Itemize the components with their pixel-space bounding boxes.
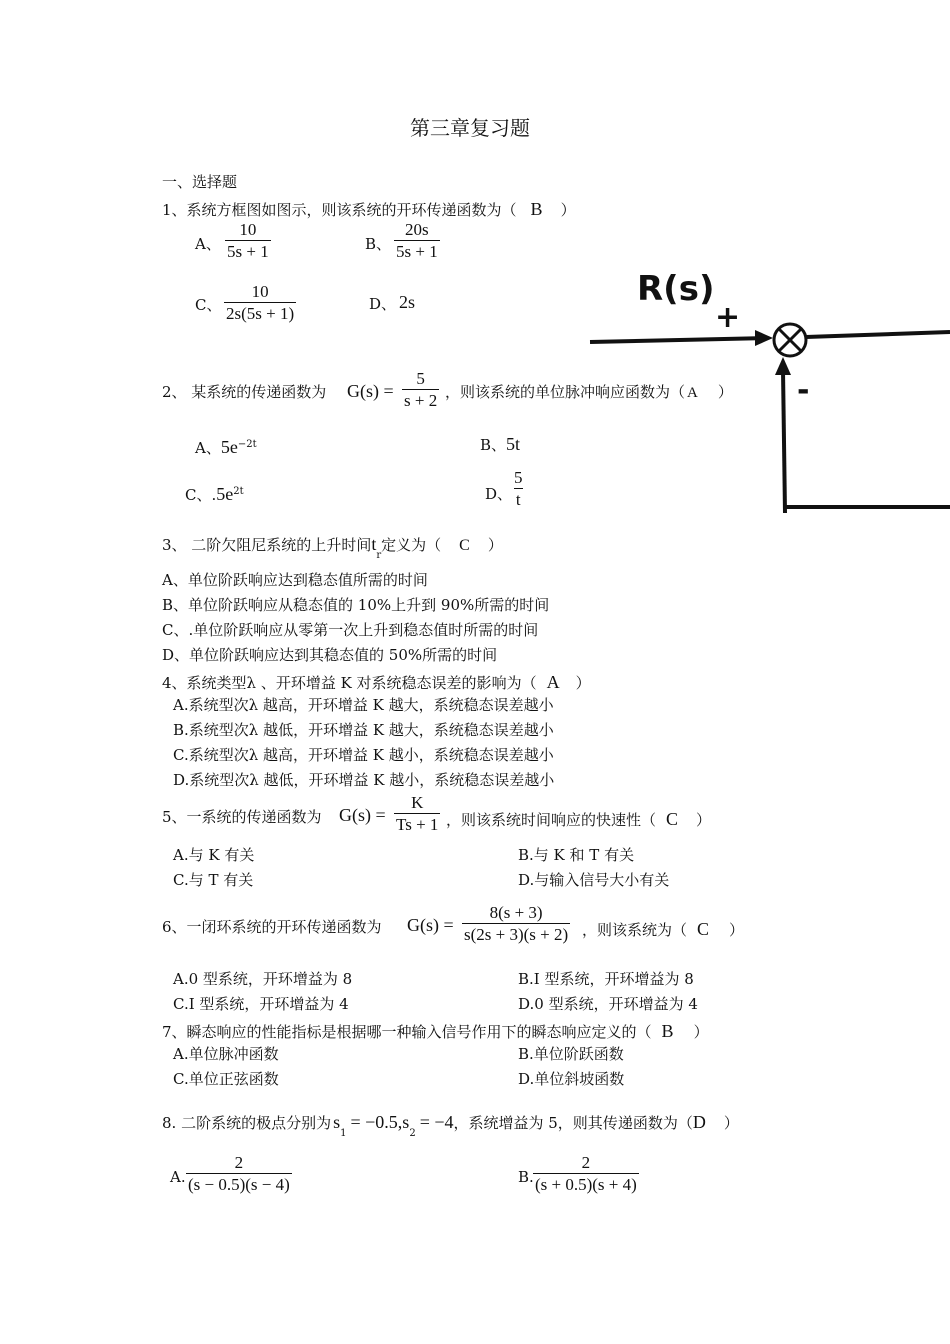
q6-option-c: C.I 型系统，开环增益为 4 (173, 995, 349, 1013)
q5-fraction: $\frac{K}{Ts + 1}$ (396, 793, 439, 835)
q6-prefix: 6、一闭环系统的开环传递函数为 (162, 918, 382, 936)
q8-option-a-label: A. (170, 1168, 186, 1186)
diagram-minus-sign: - (797, 373, 810, 408)
page-title: 第三章复习题 (410, 116, 530, 140)
q3-option-a: A、单位阶跃响应达到稳态值所需的时间 (162, 571, 428, 589)
q8-answer: D (692, 1112, 706, 1132)
q8-option-b-label: B. (518, 1168, 534, 1186)
q5-lhs: G(s) = (339, 805, 386, 825)
q2-fraction: $\frac{5}{s + 2}$ (404, 369, 438, 411)
q7-option-c: C.单位正弦函数 (173, 1070, 279, 1088)
q4-option-a: A.系统型次λ 越高，开环增益 K 越大，系统稳态误差越小 (173, 696, 554, 714)
q1-option-c-fraction: $\frac{10}{2s(5s + 1)}$ (226, 282, 295, 324)
q3-option-c: C、.单位阶跃响应从零第一次上升到稳态值时所需的时间 (162, 621, 539, 639)
feedback-vertical-line (783, 370, 785, 513)
q2-option-b: B、5t (480, 434, 521, 454)
q1-option-b-fraction: $\frac{20s}{5s + 1}$ (396, 220, 438, 262)
q5-prefix: 5、一系统的传递函数为 (162, 808, 322, 826)
q2-suffix: ，则该系统的单位脉冲响应函数为（ A ） (445, 383, 733, 401)
q5-answer: C (666, 809, 679, 829)
q2-answer: A (687, 385, 698, 401)
q4-answer: A (546, 672, 560, 692)
q1-answer: B (530, 199, 543, 219)
section-heading: 一、选择题 (162, 173, 238, 191)
q4-option-d: D.系统型次λ 越低，开环增益 K 越小，系统稳态误差越小 (173, 771, 555, 789)
forward-path-line (806, 332, 950, 337)
input-arrowhead (755, 330, 773, 346)
q6-fraction: $\frac{8(s + 3)}{s(2s + 3)(s + 2)}$ (464, 903, 569, 945)
diagram-plus-sign: + (715, 300, 741, 335)
q1-option-a-label: A、 (195, 235, 221, 253)
q5-option-b: B.与 K 和 T 有关 (518, 846, 635, 864)
q6-option-a: A.0 型系统，开环增益为 8 (173, 970, 353, 988)
q2-option-d-label: D、 (485, 485, 513, 503)
q1-text: 1、系统方框图如图示，则该系统的开环传递函数为（ B ） (162, 199, 576, 219)
q3-text: 3、 二阶欠阻尼系统的上升时间$t_r$定义为（ C ） (162, 534, 503, 561)
q7-option-d: D.单位斜坡函数 (518, 1070, 625, 1088)
q5-option-d: D.与输入信号大小有关 (518, 871, 670, 889)
q8-option-b-fraction: $\frac{2}{(s + 0.5)(s + 4)}$ (535, 1153, 637, 1195)
q7-text: 7、瞬态响应的性能指标是根据哪一种输入信号作用下的瞬态响应定义的（ B ） (162, 1021, 709, 1041)
q6-option-b: B.I 型系统，开环增益为 8 (518, 970, 694, 988)
q2-prefix: 2、 某系统的传递函数为 (162, 383, 327, 401)
q2-option-d-fraction: $\frac{5}{t}$ (514, 468, 523, 510)
q2-option-c: C、$.5e^{2t}$ (185, 484, 244, 504)
q2-lhs: G(s) = (347, 381, 394, 401)
q4-text: 4、系统类型λ 、开环增益 K 对系统稳态误差的影响为（ A ） (162, 672, 591, 692)
q1-option-d-label: D、 (369, 295, 397, 313)
q6-answer: C (697, 919, 710, 939)
q3-option-b: B、单位阶跃响应从稳态值的 10%上升到 90%所需的时间 (162, 596, 550, 614)
q6-option-d: D.0 型系统，开环增益为 4 (518, 995, 698, 1013)
diagram-input-label: R(s) (637, 269, 715, 309)
q4-option-b: B.系统型次λ 越低，开环增益 K 越大，系统稳态误差越小 (173, 721, 554, 739)
q5-option-c: C.与 T 有关 (173, 871, 254, 889)
q6-suffix: ，则该系统为（ C ） (582, 919, 745, 939)
q8-option-a-fraction: $\frac{2}{(s - 0.5)(s - 4)}$ (188, 1153, 290, 1195)
q5-suffix: ，则该系统时间响应的快速性（ C ） (446, 809, 712, 829)
q6-lhs: G(s) = (407, 915, 454, 935)
q5-option-a: A.与 K 有关 (173, 846, 255, 864)
q7-option-a: A.单位脉冲函数 (173, 1045, 279, 1063)
summing-junction (774, 324, 806, 356)
input-signal-line (590, 338, 767, 342)
q1-option-a-fraction: $\frac{10}{5s + 1}$ (227, 220, 269, 262)
q8-text: 8. 二阶系统的极点分别为 $s_1= -0.5,s_2= -4$，系统增益为 5，则其传递函数为（D ） (162, 1112, 739, 1139)
q7-answer: B (661, 1021, 674, 1041)
q3-option-d: D、单位阶跃响应达到其稳态值的 50%所需的时间 (162, 646, 498, 664)
q7-option-b: B.单位阶跃函数 (518, 1045, 624, 1063)
q1-option-c-label: C、 (195, 296, 222, 314)
feedback-arrowhead (775, 357, 791, 375)
q2-option-a: A、$5e^{-2t}$ (195, 437, 257, 457)
q1-option-d-value: 2s (399, 292, 416, 312)
q1-option-b-label: B、 (365, 235, 392, 253)
q3-answer: C (459, 537, 470, 554)
q4-option-c: C.系统型次λ 越高，开环增益 K 越小，系统稳态误差越小 (173, 746, 554, 764)
